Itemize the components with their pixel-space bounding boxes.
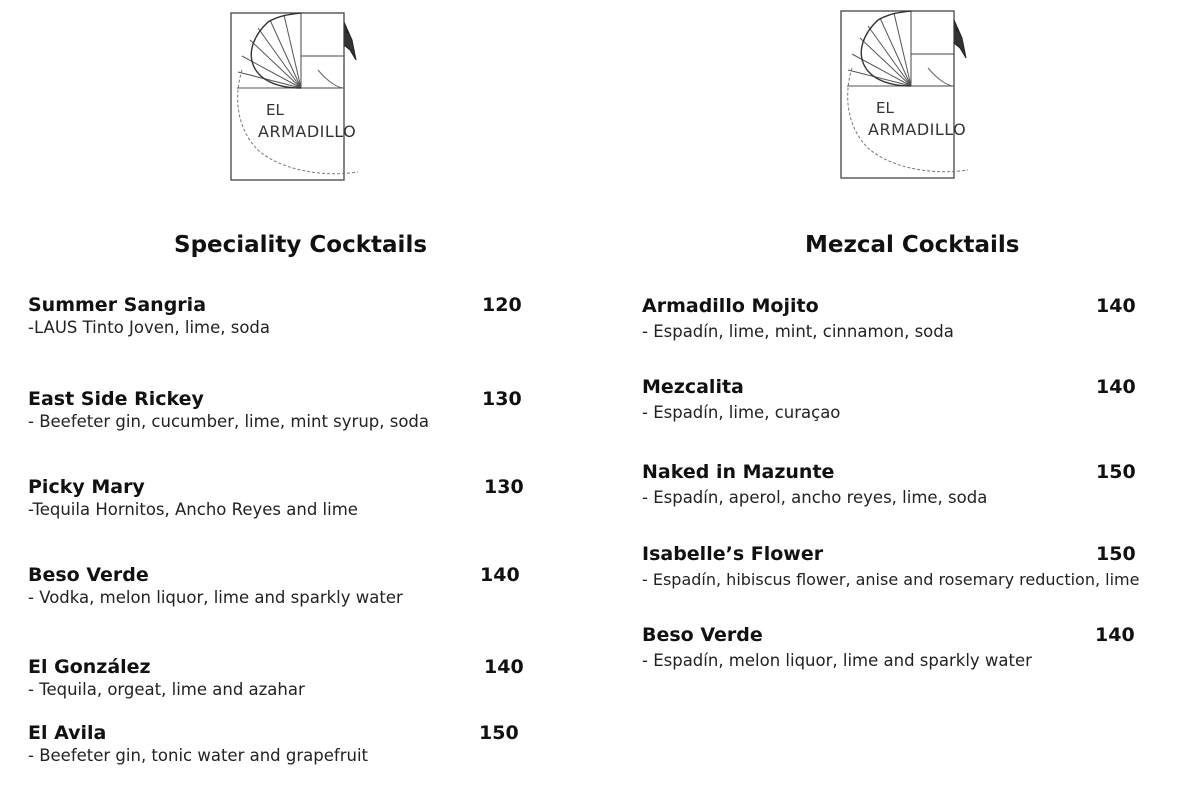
item-price: 140 bbox=[484, 656, 524, 678]
item-price: 150 bbox=[479, 722, 519, 744]
item-price: 140 bbox=[1096, 376, 1136, 398]
el-armadillo-logo-left bbox=[228, 10, 378, 188]
logo-text-armadillo: ARMADILLO bbox=[258, 122, 357, 141]
item-name: Isabelle’s Flower bbox=[642, 543, 824, 565]
item-name: East Side Rickey bbox=[28, 388, 204, 410]
mezcal-cocktails-title: Mezcal Cocktails bbox=[805, 232, 1020, 258]
speciality-cocktails-title: Speciality Cocktails bbox=[174, 232, 428, 258]
item-price: 140 bbox=[1096, 295, 1136, 317]
item-description: - Vodka, melon liquor, lime and sparkly water bbox=[28, 588, 403, 607]
item-price: 140 bbox=[1095, 624, 1135, 646]
item-description: - Beefeter gin, cucumber, lime, mint syrup, soda bbox=[28, 412, 430, 431]
item-description: -Tequila Hornitos, Ancho Reyes and lime bbox=[28, 500, 358, 519]
item-name: El Avila bbox=[28, 722, 107, 744]
item-name: Beso Verde bbox=[28, 564, 149, 586]
item-description: - Espadín, lime, curaçao bbox=[642, 403, 841, 422]
item-name: El González bbox=[28, 656, 151, 678]
item-price: 150 bbox=[1096, 543, 1136, 565]
armadillo-logo-icon bbox=[228, 10, 378, 188]
item-price: 150 bbox=[1096, 461, 1136, 483]
item-name: Naked in Mazunte bbox=[642, 461, 835, 483]
item-name: Beso Verde bbox=[642, 624, 763, 646]
item-name: Armadillo Mojito bbox=[642, 295, 819, 317]
logo-text-armadillo: ARMADILLO bbox=[868, 120, 967, 139]
item-description: -LAUS Tinto Joven, lime, soda bbox=[28, 318, 271, 337]
logo-text-el: EL bbox=[876, 99, 894, 117]
item-name: Picky Mary bbox=[28, 476, 145, 498]
el-armadillo-logo-right bbox=[838, 8, 988, 186]
logo-text-el: EL bbox=[266, 101, 284, 119]
item-description: - Tequila, orgeat, lime and azahar bbox=[28, 680, 305, 699]
item-description: - Espadín, hibiscus flower, anise and rosemary reduction, lime bbox=[642, 570, 1140, 589]
item-price: 120 bbox=[482, 294, 522, 316]
item-price: 130 bbox=[482, 388, 522, 410]
item-description: - Beefeter gin, tonic water and grapefruit bbox=[28, 746, 368, 765]
item-price: 140 bbox=[480, 564, 520, 586]
item-name: Summer Sangria bbox=[28, 294, 207, 316]
item-price: 130 bbox=[484, 476, 524, 498]
item-description: - Espadín, aperol, ancho reyes, lime, soda bbox=[642, 488, 988, 507]
item-description: - Espadín, lime, mint, cinnamon, soda bbox=[642, 322, 954, 341]
item-name: Mezcalita bbox=[642, 376, 744, 398]
armadillo-logo-icon bbox=[838, 8, 988, 186]
item-description: - Espadín, melon liquor, lime and sparkly water bbox=[642, 651, 1032, 670]
